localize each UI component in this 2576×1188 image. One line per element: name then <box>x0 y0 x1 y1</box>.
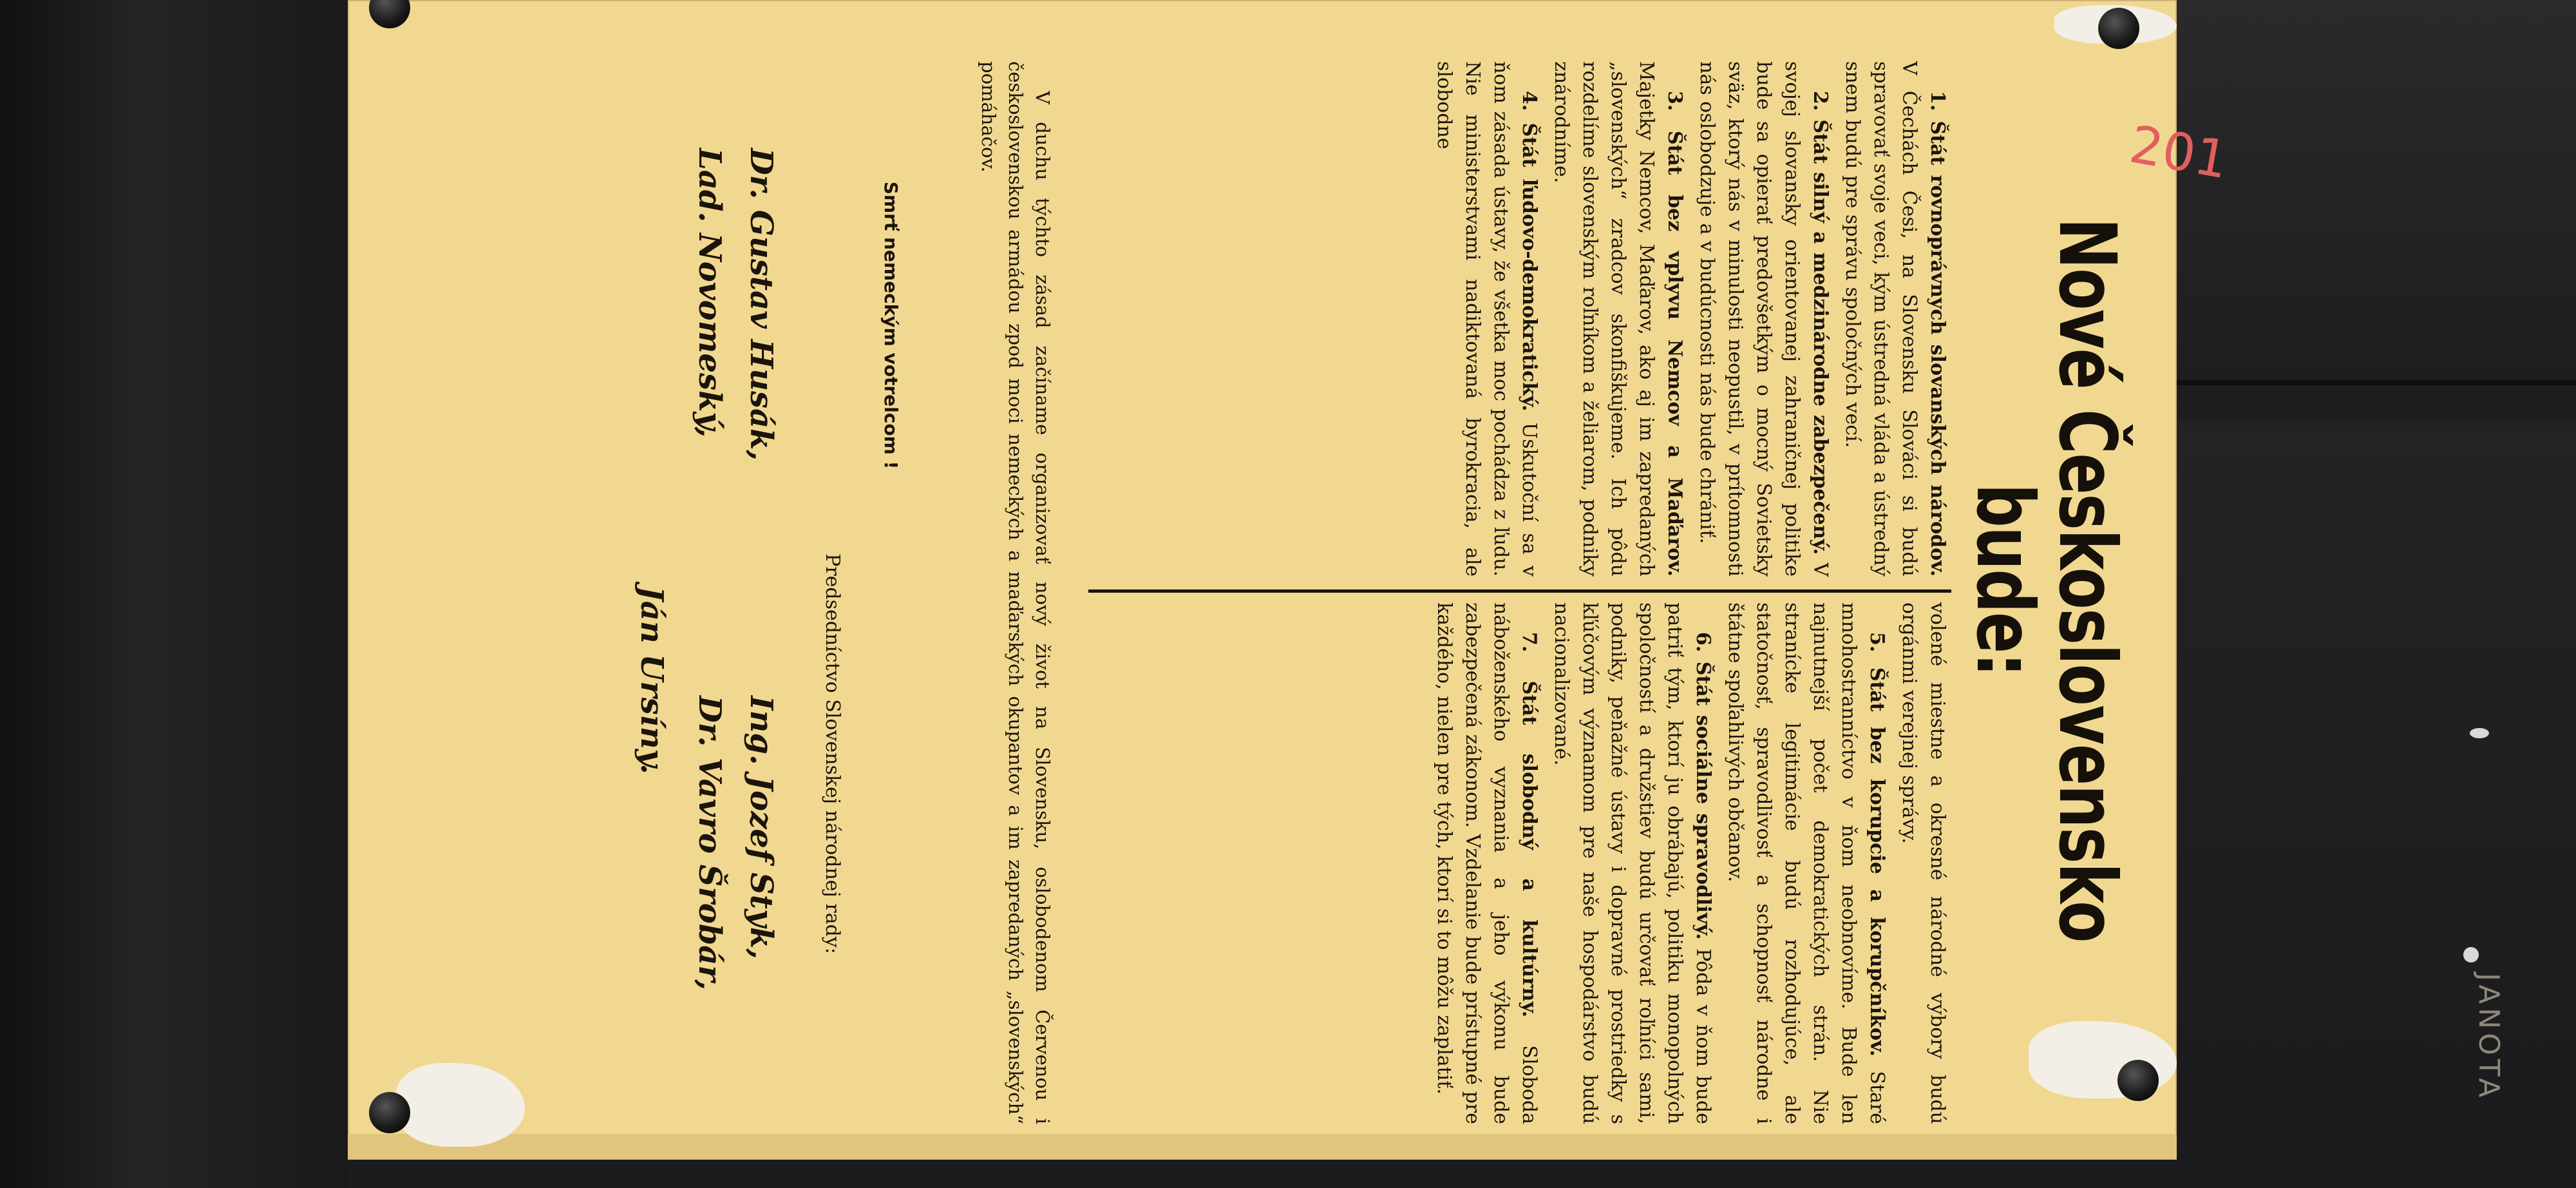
principle-1 <box>1838 61 1951 577</box>
signature-husak: Dr. Gustav Husák, <box>743 148 779 461</box>
board-speck <box>2470 728 2489 738</box>
motto: Smrť nemeckým votrelcom ! <box>880 181 902 470</box>
signature-styk: Ing. Jozef Styk, <box>743 696 779 959</box>
principle-3-body: Majetky Nemcov, Maďarov, ako aj im zapredaných „slovenských“ zradcov skonfiškujeme. Ich pôdu rozdelíme slovenským roľníkom a želiarom, podniky znárodníme. <box>1550 61 1658 577</box>
principle-6-heading: 6. Štát sociálne spravodlivý. <box>1692 632 1714 940</box>
closing-text: V duchu týchto zásad začíname organizovať nový život na Slovensku, oslobodenom Červenou i československou armádou zpod moci nemeckých a maďarských okupantov a im zapredaných „slovenských“ pomáhačov. <box>978 61 1054 1124</box>
principle-4-body: Uskutoční sa v ňom zásada ústavy, že všetka moc pochádza z ľudu. Nie ministerstvami nadiktovaná byrokracia, ale slobodne <box>1433 61 1540 577</box>
poster-title: Nové Československo bude: <box>1958 218 2133 942</box>
handwritten-number: 201 <box>2125 114 2233 191</box>
principle-2 <box>1692 61 1834 577</box>
principle-3-heading: 3. Štát bez vplyvu Nemcov a Maďarov. <box>1663 91 1686 577</box>
principle-7 <box>1430 602 1543 1124</box>
column-divider <box>1088 589 1951 593</box>
principle-6-body: Pôda v ňom bude patriť tým, ktorí ju obrábajú, politiku monopolných spoločností a družstiev budú určovať roľníci sami, podniky, peňažné ústavy i dopravné prostriedky s kľúčovým významom pre naše hospodárstvo budú nacionalizované. <box>1550 602 1714 1125</box>
principle-4 <box>1430 61 1543 577</box>
principle-4-continued-body: volené miestne a okresné národné výbory budú orgánmi verejnej správy. <box>1898 602 1949 1124</box>
board-speck <box>2463 947 2479 963</box>
principle-1-heading: 1. Štát rovnoprávnych slovanských národov. <box>1926 91 1949 577</box>
principle-2-body: V svojej slovansky orientovanej zahraničnej politike bude sa opierať predovšetkým o mocný Sovietsky sväz, ktorý nás v minulosti neopustil, v prítomnosti nás oslobodzuje a v budúcnosti nás bude chrániť. <box>1696 61 1832 577</box>
signature-srobar: Dr. Vavro Šrobár, <box>692 696 728 990</box>
signature-ursiny: Ján Ursíny. <box>634 586 670 774</box>
principle-2-heading: 2. Štát silný a medzinárodne zabezpečený. <box>1809 91 1832 555</box>
pencil-archive-mark: JANOTA <box>2472 973 2505 1102</box>
signature-novomesky: Lad. Novomeský, <box>692 148 728 438</box>
closing-paragraph <box>975 61 1056 1124</box>
principle-1-body: V Čechách Česi, na Slovensku Slováci si budú spravovať svoje veci, kým ústredná vláda a ústredný snem budú pre správu spoločných vecí. <box>1841 61 1920 577</box>
board-seam <box>2177 380 2576 385</box>
principle-4-continued <box>1895 602 1951 1124</box>
principle-7-body: Sloboda náboženského vyznania a jeho výkonu bude zabezpečená zákonom. Vzdelanie bude prístupné pre každého, nielen pre tých, ktorí si to môžu zaplatiť. <box>1433 602 1540 1124</box>
principle-3 <box>1547 61 1689 577</box>
principle-7-heading: 7. Štát slobodný a kultúrny. <box>1518 632 1540 1018</box>
poster-text <box>367 19 2505 1140</box>
principle-4-heading: 4. Štát ľudovo-demokratický. <box>1518 91 1540 412</box>
presidium-label: Predsedníctvo Slovenskej národnej rady: <box>821 553 844 954</box>
display-board-right <box>2177 0 2576 1188</box>
display-board-left <box>0 0 348 1188</box>
principle-5 <box>1721 602 1891 1124</box>
manifesto-right-column <box>1114 602 1951 1124</box>
principle-5-body: Staré mnohostranníctvo v ňom neobnovíme. Bude len najnutnejší počet demokratických strán. Nie stranícke legitimácie budú rozhodujúce, ale statočnosť, spravodlivosť a schopnosť národne i štátne spoľahlivých občanov. <box>1724 602 1888 1125</box>
manifesto-left-column <box>1114 61 1951 577</box>
principle-6 <box>1547 602 1717 1124</box>
principle-5-heading: 5. Štát bez korupcie a korupčníkov. <box>1866 632 1888 1057</box>
